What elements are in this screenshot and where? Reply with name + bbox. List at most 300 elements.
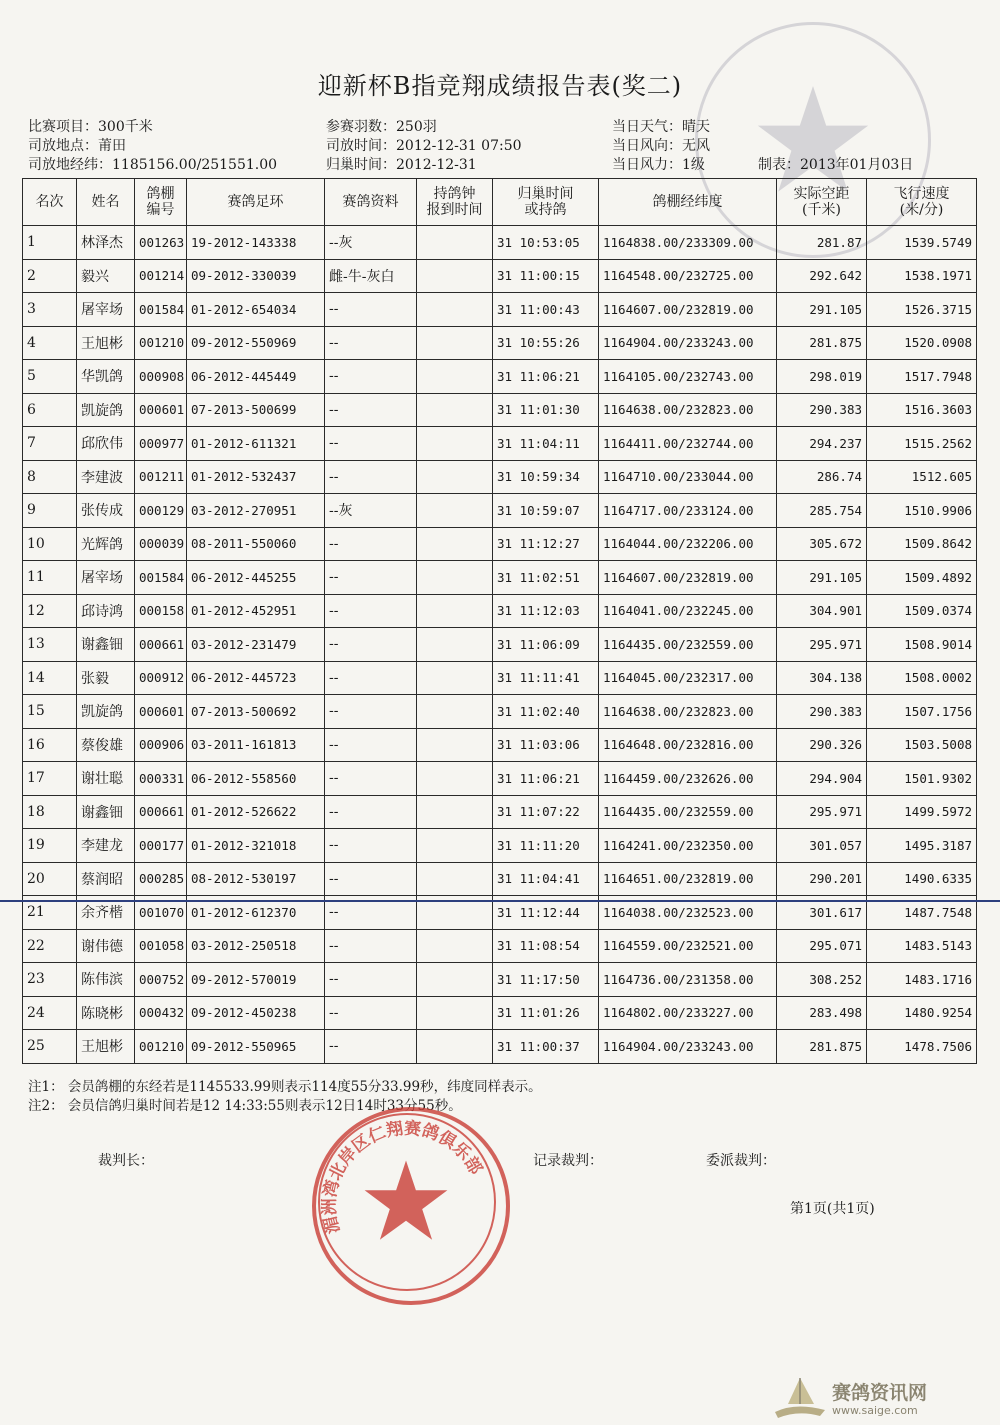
seal-text: 湄洲湾北岸区仁翔赛鸽俱乐部 [319,1118,486,1236]
cell-name: 邱诗鸿 [77,594,135,628]
release-time: 司放时间：2012-12-31 07:50 [326,138,522,154]
cell-return-time: 31 11:00:43 [493,293,599,327]
cell-clock-time [417,963,493,997]
cell-bird-info: --灰 [325,494,417,528]
cell-loft-id: 000601 [135,393,187,427]
cell-distance: 295.971 [777,795,867,829]
cell-rank: 18 [23,795,77,829]
cell-loft-id: 000039 [135,527,187,561]
info-column-2 [326,118,522,175]
cell-ring-number: 09-2012-330039 [187,259,325,293]
cell-loft-id: 001263 [135,226,187,260]
cell-speed: 1509.4892 [867,561,977,595]
seal-star-icon [361,1156,451,1246]
cell-clock-time [417,795,493,829]
cell-ring-number: 01-2012-612370 [187,896,325,930]
table-row [23,1030,977,1064]
cell-return-time: 31 11:00:37 [493,1030,599,1064]
weather: 当日天气：晴天 [612,119,710,135]
header-name: 姓名 [77,179,135,226]
cell-loft-coordinates: 1164638.00/232823.00 [599,393,777,427]
cell-distance: 286.74 [777,460,867,494]
cell-ring-number: 01-2012-654034 [187,293,325,327]
header-loft-id: 鸽棚 编号 [135,179,187,226]
cell-bird-info: -- [325,594,417,628]
cell-name: 王旭彬 [77,326,135,360]
cell-bird-info: -- [325,695,417,729]
cell-loft-coordinates: 1164736.00/231358.00 [599,963,777,997]
cell-loft-coordinates: 1164717.00/233124.00 [599,494,777,528]
cell-distance: 295.071 [777,929,867,963]
cell-bird-info: -- [325,293,417,327]
cell-ring-number: 07-2013-500699 [187,393,325,427]
cell-rank: 2 [23,259,77,293]
cell-rank: 25 [23,1030,77,1064]
cell-rank: 14 [23,661,77,695]
cell-ring-number: 09-2012-550965 [187,1030,325,1064]
cell-return-time: 31 11:07:22 [493,795,599,829]
cell-distance: 308.252 [777,963,867,997]
cell-clock-time [417,293,493,327]
appointed-judge-label: 委派裁判： [706,1153,776,1169]
cell-loft-coordinates: 1164038.00/232523.00 [599,896,777,930]
cell-return-time: 31 11:02:51 [493,561,599,595]
table-row [23,293,977,327]
cell-clock-time [417,996,493,1030]
cell-distance: 304.901 [777,594,867,628]
cell-loft-coordinates: 1164607.00/232819.00 [599,561,777,595]
cell-loft-id: 001211 [135,460,187,494]
cell-clock-time [417,829,493,863]
cell-loft-coordinates: 1164638.00/232823.00 [599,695,777,729]
cell-ring-number: 03-2011-161813 [187,728,325,762]
cell-rank: 8 [23,460,77,494]
cell-loft-id: 000752 [135,963,187,997]
cell-distance: 290.326 [777,728,867,762]
table-row [23,360,977,394]
note-2: 注2： 会员信鸽归巢时间若是12 14:33:55则表示12日14时33分55秒。 [28,1098,462,1114]
cell-speed: 1499.5972 [867,795,977,829]
table-row [23,695,977,729]
table-row [23,460,977,494]
cell-loft-coordinates: 1164651.00/232819.00 [599,862,777,896]
header-distance: 实际空距 (千米) [777,179,867,226]
cell-bird-info: -- [325,762,417,796]
return-date: 归巢时间：2012-12-31 [326,157,477,173]
note-1: 注1： 会员鸽棚的东经若是1145533.99则表示114度55分33.99秒，纬度同样表示。 [28,1079,542,1095]
cell-distance: 285.754 [777,494,867,528]
cell-return-time: 31 11:08:54 [493,929,599,963]
cell-clock-time [417,628,493,662]
cell-name: 华凯鸽 [77,360,135,394]
cell-name: 毅兴 [77,259,135,293]
cell-loft-id: 001584 [135,561,187,595]
cell-speed: 1503.5008 [867,728,977,762]
watermark-url: www.saige.com [832,1404,918,1417]
header-loft-coordinates: 鸽棚经纬度 [599,179,777,226]
cell-bird-info: -- [325,795,417,829]
cell-clock-time [417,1030,493,1064]
cell-clock-time [417,929,493,963]
cell-ring-number: 09-2012-450238 [187,996,325,1030]
cell-ring-number: 01-2012-452951 [187,594,325,628]
cell-loft-coordinates: 1164105.00/232743.00 [599,360,777,394]
table-row [23,795,977,829]
cell-speed: 1512.605 [867,460,977,494]
results-table [22,178,977,1064]
cell-bird-info: -- [325,996,417,1030]
cell-speed: 1507.1756 [867,695,977,729]
cell-distance: 291.105 [777,293,867,327]
header-rank: 名次 [23,179,77,226]
cell-rank: 23 [23,963,77,997]
watermark-logo-icon [770,1372,830,1420]
cell-name: 余齐楷 [77,896,135,930]
table-row [23,661,977,695]
cell-distance: 290.383 [777,393,867,427]
club-seal-icon [312,1107,510,1305]
cell-rank: 9 [23,494,77,528]
cell-rank: 3 [23,293,77,327]
table-row [23,728,977,762]
cell-bird-info: -- [325,427,417,461]
cell-return-time: 31 11:04:41 [493,862,599,896]
table-row [23,259,977,293]
cell-loft-coordinates: 1164435.00/232559.00 [599,795,777,829]
info-column-3 [612,118,710,175]
cell-ring-number: 09-2012-550969 [187,326,325,360]
cell-clock-time [417,360,493,394]
report-title: 迎新杯B指竞翔成绩报告表(奖二) [317,72,683,100]
cell-bird-info: -- [325,829,417,863]
cell-rank: 1 [23,226,77,260]
cell-bird-info: -- [325,661,417,695]
cell-return-time: 31 11:17:50 [493,963,599,997]
cell-clock-time [417,862,493,896]
cell-return-time: 31 11:04:11 [493,427,599,461]
cell-loft-coordinates: 1164435.00/232559.00 [599,628,777,662]
cell-loft-id: 001214 [135,259,187,293]
cell-speed: 1538.1971 [867,259,977,293]
cell-loft-id: 001058 [135,929,187,963]
cell-rank: 20 [23,862,77,896]
table-row [23,594,977,628]
blue-pen-line [0,900,1000,902]
made-date: 制表：2013年01月03日 [758,157,914,173]
cell-loft-id: 000661 [135,795,187,829]
cell-return-time: 31 10:59:34 [493,460,599,494]
cell-ring-number: 03-2012-250518 [187,929,325,963]
table-header-row [23,179,977,226]
race-distance: 比赛项目：300千米 [28,119,153,135]
cell-ring-number: 19-2012-143338 [187,226,325,260]
cell-return-time: 31 11:12:27 [493,527,599,561]
cell-clock-time [417,594,493,628]
cell-clock-time [417,494,493,528]
cell-distance: 301.617 [777,896,867,930]
cell-loft-id: 000129 [135,494,187,528]
cell-loft-coordinates: 1164648.00/232816.00 [599,728,777,762]
cell-rank: 21 [23,896,77,930]
cell-name: 谢鑫钿 [77,628,135,662]
cell-rank: 7 [23,427,77,461]
cell-ring-number: 06-2012-445255 [187,561,325,595]
cell-loft-id: 000331 [135,762,187,796]
cell-return-time: 31 11:02:40 [493,695,599,729]
cell-return-time: 31 10:59:07 [493,494,599,528]
cell-speed: 1516.3603 [867,393,977,427]
cell-speed: 1510.9906 [867,494,977,528]
cell-return-time: 31 10:53:05 [493,226,599,260]
cell-loft-coordinates: 1164559.00/232521.00 [599,929,777,963]
cell-loft-id: 000908 [135,360,187,394]
cell-rank: 12 [23,594,77,628]
cell-loft-id: 000177 [135,829,187,863]
cell-name: 光辉鸽 [77,527,135,561]
table-row [23,996,977,1030]
cell-loft-coordinates: 1164045.00/232317.00 [599,661,777,695]
table-row [23,561,977,595]
cell-bird-info: -- [325,896,417,930]
table-row [23,829,977,863]
cell-loft-id: 000285 [135,862,187,896]
table-row [23,427,977,461]
cell-rank: 5 [23,360,77,394]
table-row [23,762,977,796]
cell-loft-coordinates: 1164548.00/232725.00 [599,259,777,293]
cell-clock-time [417,393,493,427]
cell-ring-number: 03-2012-270951 [187,494,325,528]
cell-ring-number: 03-2012-231479 [187,628,325,662]
cell-distance: 283.498 [777,996,867,1030]
cell-clock-time [417,427,493,461]
header-clock-time: 持鸽钟 报到时间 [417,179,493,226]
cell-bird-info: -- [325,728,417,762]
cell-loft-coordinates: 1164607.00/232819.00 [599,293,777,327]
cell-bird-info: -- [325,862,417,896]
cell-loft-coordinates: 1164044.00/232206.00 [599,527,777,561]
cell-return-time: 31 11:01:26 [493,996,599,1030]
recorder-judge-label: 记录裁判： [533,1153,603,1169]
cell-loft-coordinates: 1164241.00/232350.00 [599,829,777,863]
cell-ring-number: 01-2012-532437 [187,460,325,494]
cell-return-time: 31 11:06:21 [493,360,599,394]
cell-speed: 1495.3187 [867,829,977,863]
cell-name: 蔡润昭 [77,862,135,896]
table-row [23,929,977,963]
cell-rank: 16 [23,728,77,762]
cell-return-time: 31 11:11:20 [493,829,599,863]
header-bird-info: 赛鸽资料 [325,179,417,226]
cell-loft-id: 000661 [135,628,187,662]
release-location: 司放地点：莆田 [28,138,126,154]
cell-speed: 1509.8642 [867,527,977,561]
cell-name: 李建波 [77,460,135,494]
table-body [23,226,977,1064]
cell-distance: 291.105 [777,561,867,595]
cell-name: 谢壮聪 [77,762,135,796]
cell-ring-number: 06-2012-558560 [187,762,325,796]
cell-speed: 1509.0374 [867,594,977,628]
table-row [23,393,977,427]
cell-speed: 1480.9254 [867,996,977,1030]
cell-loft-id: 001584 [135,293,187,327]
cell-bird-info: -- [325,561,417,595]
table-row [23,862,977,896]
cell-rank: 6 [23,393,77,427]
wind-direction: 当日风向：无风 [612,138,710,154]
cell-return-time: 31 11:06:09 [493,628,599,662]
cell-ring-number: 06-2012-445449 [187,360,325,394]
table-row [23,527,977,561]
cell-clock-time [417,259,493,293]
cell-ring-number: 07-2013-500692 [187,695,325,729]
cell-speed: 1487.7548 [867,896,977,930]
cell-speed: 1501.9302 [867,762,977,796]
cell-loft-id: 001210 [135,1030,187,1064]
cell-clock-time [417,661,493,695]
cell-distance: 295.971 [777,628,867,662]
cell-loft-coordinates: 1164904.00/233243.00 [599,326,777,360]
cell-distance: 290.201 [777,862,867,896]
table-row [23,628,977,662]
cell-rank: 10 [23,527,77,561]
cell-clock-time [417,326,493,360]
cell-name: 屠宰场 [77,561,135,595]
cell-distance: 304.138 [777,661,867,695]
cell-distance: 298.019 [777,360,867,394]
page-number: 第1页(共1页) [790,1201,875,1217]
cell-distance: 294.237 [777,427,867,461]
cell-return-time: 31 11:00:15 [493,259,599,293]
cell-ring-number: 06-2012-445723 [187,661,325,695]
cell-clock-time [417,695,493,729]
cell-bird-info: --灰 [325,226,417,260]
header-return-time: 归巢时间 或持鸽 [493,179,599,226]
cell-name: 邱欣伟 [77,427,135,461]
cell-bird-info: -- [325,326,417,360]
cell-distance: 305.672 [777,527,867,561]
header-ring-number: 赛鸽足环 [187,179,325,226]
cell-speed: 1526.3715 [867,293,977,327]
cell-loft-coordinates: 1164411.00/232744.00 [599,427,777,461]
cell-speed: 1517.7948 [867,360,977,394]
table-row [23,226,977,260]
cell-loft-id: 000158 [135,594,187,628]
cell-distance: 294.904 [777,762,867,796]
cell-return-time: 31 11:01:30 [493,393,599,427]
cell-name: 陈晓彬 [77,996,135,1030]
cell-loft-id: 000912 [135,661,187,695]
cell-speed: 1508.0002 [867,661,977,695]
cell-loft-coordinates: 1164459.00/232626.00 [599,762,777,796]
header-speed: 飞行速度 (米/分) [867,179,977,226]
cell-rank: 13 [23,628,77,662]
cell-loft-id: 001070 [135,896,187,930]
cell-rank: 4 [23,326,77,360]
cell-distance: 292.642 [777,259,867,293]
cell-name: 凯旋鸽 [77,393,135,427]
cell-distance: 281.875 [777,1030,867,1064]
cell-clock-time [417,561,493,595]
cell-clock-time [417,762,493,796]
cell-rank: 19 [23,829,77,863]
cell-name: 张传成 [77,494,135,528]
cell-speed: 1520.0908 [867,326,977,360]
entry-count: 参赛羽数：250羽 [326,119,437,135]
table-row [23,326,977,360]
cell-clock-time [417,527,493,561]
chief-judge-label: 裁判长： [98,1153,154,1169]
cell-distance: 301.057 [777,829,867,863]
cell-bird-info: -- [325,527,417,561]
wind-force: 当日风力：1级 [612,157,705,173]
cell-ring-number: 01-2012-321018 [187,829,325,863]
cell-clock-time [417,728,493,762]
cell-name: 张毅 [77,661,135,695]
cell-bird-info: -- [325,460,417,494]
release-coordinates: 司放地经纬：1185156.00/251551.00 [28,157,278,173]
cell-name: 林泽杰 [77,226,135,260]
table-row [23,963,977,997]
cell-bird-info: -- [325,360,417,394]
cell-rank: 15 [23,695,77,729]
cell-loft-id: 000906 [135,728,187,762]
cell-loft-id: 000432 [135,996,187,1030]
cell-name: 陈伟滨 [77,963,135,997]
cell-speed: 1508.9014 [867,628,977,662]
cell-loft-coordinates: 1164904.00/233243.00 [599,1030,777,1064]
cell-speed: 1478.7506 [867,1030,977,1064]
cell-speed: 1539.5749 [867,226,977,260]
cell-loft-coordinates: 1164802.00/233227.00 [599,996,777,1030]
info-column-1 [28,118,277,175]
cell-loft-id: 000977 [135,427,187,461]
cell-speed: 1515.2562 [867,427,977,461]
cell-rank: 17 [23,762,77,796]
cell-ring-number: 09-2012-570019 [187,963,325,997]
cell-name: 屠宰场 [77,293,135,327]
cell-return-time: 31 11:11:41 [493,661,599,695]
cell-loft-id: 001210 [135,326,187,360]
cell-distance: 281.875 [777,326,867,360]
cell-distance: 281.87 [777,226,867,260]
cell-speed: 1483.5143 [867,929,977,963]
cell-name: 凯旋鸽 [77,695,135,729]
cell-clock-time [417,226,493,260]
cell-rank: 24 [23,996,77,1030]
cell-ring-number: 01-2012-526622 [187,795,325,829]
cell-name: 王旭彬 [77,1030,135,1064]
cell-speed: 1483.1716 [867,963,977,997]
cell-speed: 1490.6335 [867,862,977,896]
cell-name: 李建龙 [77,829,135,863]
cell-clock-time [417,460,493,494]
cell-bird-info: -- [325,929,417,963]
cell-return-time: 31 11:12:44 [493,896,599,930]
cell-ring-number: 01-2012-611321 [187,427,325,461]
cell-bird-info: -- [325,1030,417,1064]
cell-bird-info: -- [325,393,417,427]
cell-ring-number: 08-2012-530197 [187,862,325,896]
cell-name: 蔡俊雄 [77,728,135,762]
cell-name: 谢伟德 [77,929,135,963]
cell-bird-info: -- [325,963,417,997]
cell-rank: 11 [23,561,77,595]
watermark-name: 赛鸽资讯网 [832,1382,928,1404]
table-row [23,494,977,528]
cell-return-time: 31 11:03:06 [493,728,599,762]
